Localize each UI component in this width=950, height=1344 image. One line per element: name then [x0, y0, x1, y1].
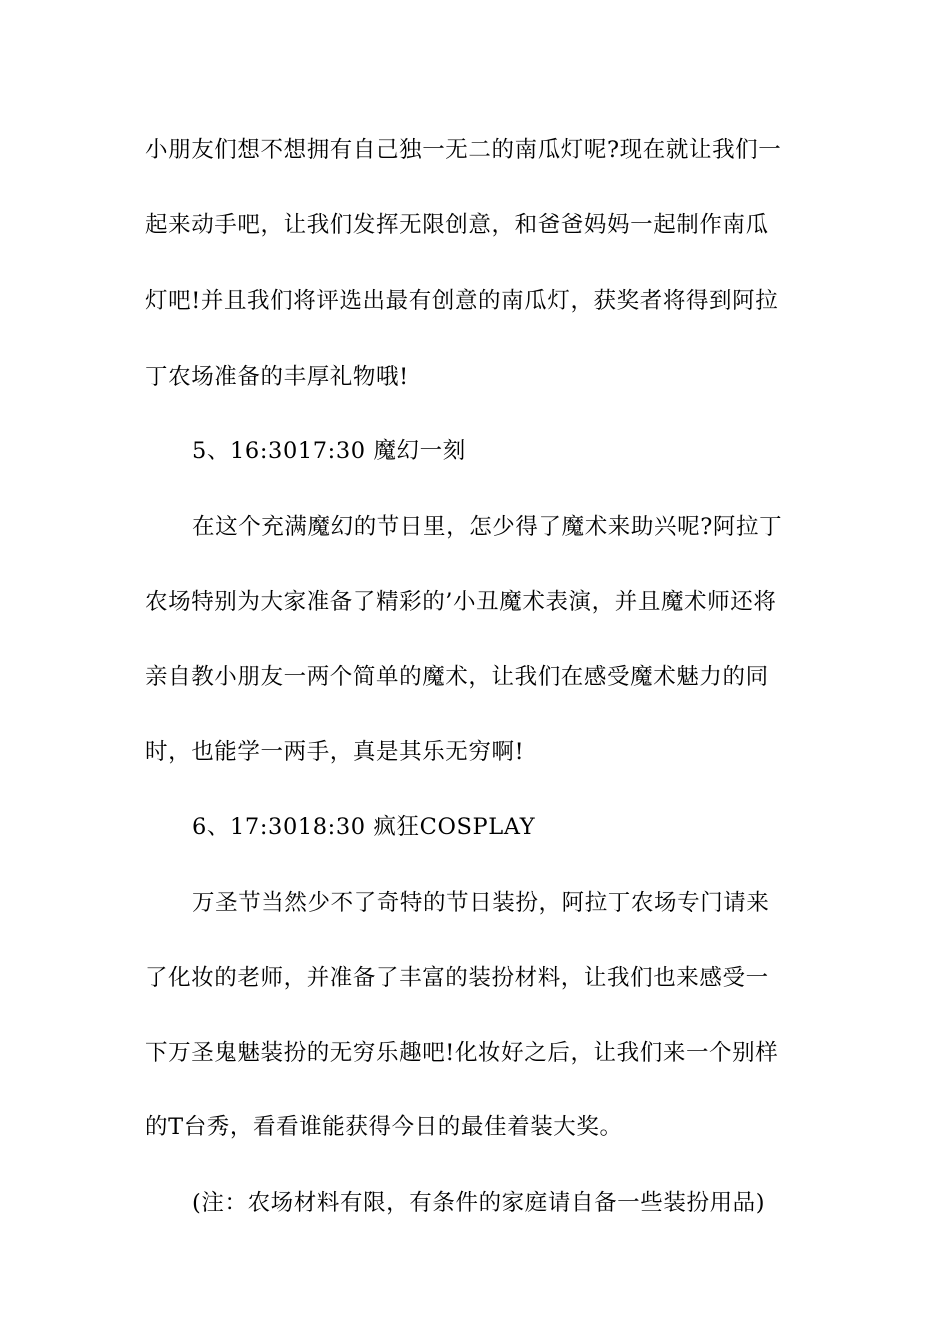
paragraph-line: 下万圣鬼魅装扮的无穷乐趣吧!化妆好之后，让我们来一个别样 [145, 1040, 779, 1066]
section-heading-6: 6、17:3018:30 疯狂COSPLAY [192, 814, 536, 840]
paragraph-line: 在这个充满魔幻的节日里，怎少得了魔术来助兴呢?阿拉丁 [192, 514, 783, 540]
paragraph-line: 丁农场准备的丰厚礼物哦! [145, 364, 409, 390]
section-heading-5: 5、16:3017:30 魔幻一刻 [192, 438, 466, 464]
paragraph-line: 亲自教小朋友一两个简单的魔术，让我们在感受魔术魅力的同 [145, 664, 769, 690]
paragraph-line: 起来动手吧，让我们发挥无限创意，和爸爸妈妈一起制作南瓜 [145, 212, 769, 238]
paragraph-line: 万圣节当然少不了奇特的节日装扮，阿拉丁农场专门请来 [192, 890, 770, 916]
paragraph-line: 的T台秀，看看谁能获得今日的最佳着装大奖。 [145, 1114, 623, 1140]
paragraph-line: 小朋友们想不想拥有自己独一无二的南瓜灯呢?现在就让我们一 [145, 137, 782, 163]
paragraph-line: 农场特别为大家准备了精彩的’小丑魔术表演，并且魔术师还将 [145, 589, 777, 615]
paragraph-line: 时，也能学一两手，真是其乐无穷啊! [145, 739, 525, 765]
note-line: (注：农场材料有限，有条件的家庭请自备一些装扮用品) [192, 1190, 766, 1216]
paragraph-line: 灯吧!并且我们将评选出最有创意的南瓜灯，获奖者将得到阿拉 [145, 288, 779, 314]
paragraph-line: 了化妆的老师，并准备了丰富的装扮材料，让我们也来感受一 [145, 965, 769, 991]
